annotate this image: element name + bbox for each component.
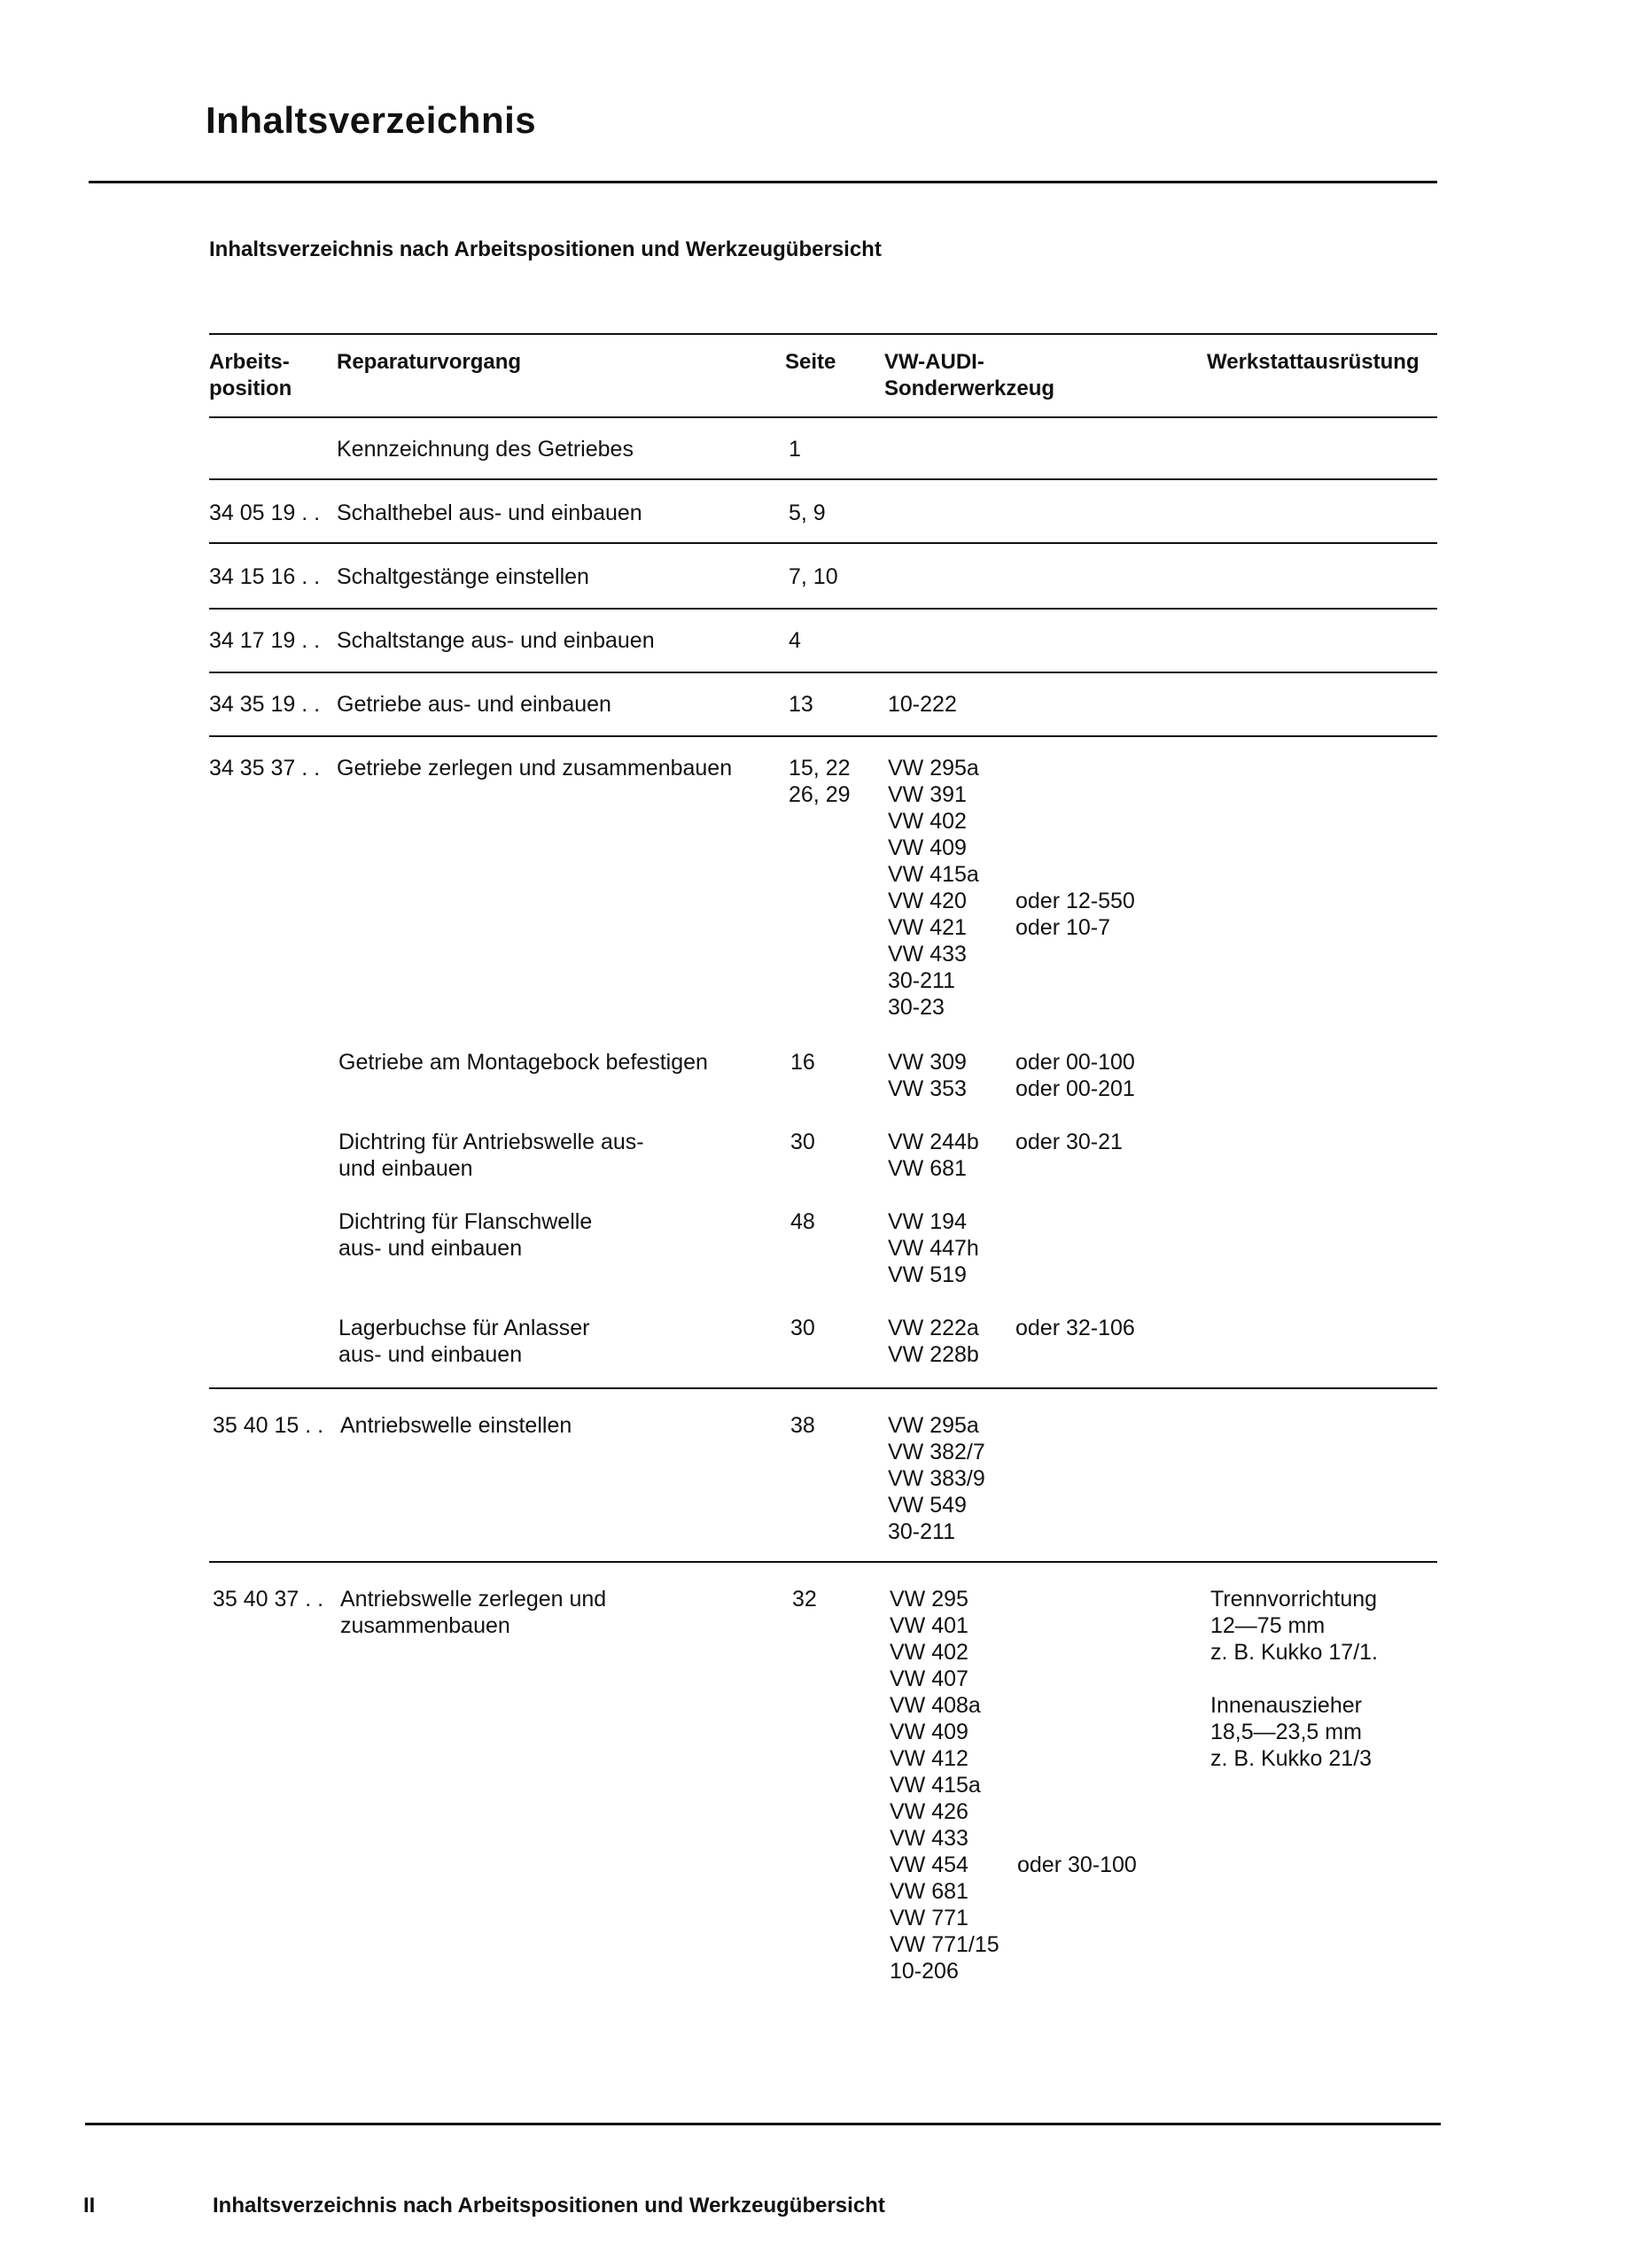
- row-position: 35 40 15 . .: [213, 1413, 324, 1438]
- row-page: 13: [789, 692, 813, 717]
- row-rule: [209, 542, 1437, 544]
- row-text: Getriebe zerlegen und zusammenbauen: [337, 756, 733, 781]
- row-text: Getriebe am Montagebock befestigen: [338, 1050, 708, 1075]
- row-page: 5, 9: [789, 501, 826, 525]
- row-alternative: oder 32-106: [1015, 1316, 1135, 1340]
- row-pages: 15, 22 26, 29: [789, 756, 851, 807]
- row-tools: VW 194 VW 447h VW 519: [888, 1209, 979, 1287]
- row-tools: VW 222a VW 228b: [888, 1316, 979, 1367]
- row-page: 4: [789, 628, 801, 653]
- row-text: Getriebe aus- und einbauen: [337, 692, 611, 717]
- row-position: 34 15 16 . .: [209, 564, 321, 589]
- row-rule: [209, 478, 1437, 480]
- subtitle: Inhaltsverzeichnis nach Arbeitspositionen und Werkzeugübersicht: [209, 237, 882, 261]
- row-text: Antriebswelle einstellen: [340, 1413, 572, 1438]
- row-position: 34 35 37 . .: [209, 756, 321, 781]
- row-rule: [209, 608, 1437, 610]
- row-page: 30: [790, 1130, 815, 1154]
- row-text: Schaltstange aus- und einbauen: [337, 628, 655, 653]
- row-page: 1: [789, 437, 801, 462]
- footer-page-number: II: [83, 2194, 96, 2218]
- header-bottom-rule: [209, 416, 1437, 418]
- row-page: 48: [790, 1209, 815, 1234]
- row-rule: [209, 672, 1437, 673]
- row-tools: VW 309 VW 353: [888, 1050, 967, 1101]
- row-tool: 10-222: [888, 692, 957, 717]
- page-title: Inhaltsverzeichnis: [206, 99, 537, 141]
- row-rule: [209, 735, 1437, 737]
- header-arbeitsposition: Arbeits- position: [209, 350, 292, 400]
- row-text: Antriebswelle zerlegen und zusammenbauen: [340, 1587, 607, 1638]
- header-sonderwerkzeug: VW-AUDI- Sonderwerkzeug: [884, 350, 1055, 400]
- row-alternative: oder 30-100: [1017, 1852, 1137, 1877]
- row-text: Schaltgestänge einstellen: [337, 564, 589, 589]
- row-rule: [209, 1561, 1437, 1563]
- row-position: 35 40 37 . .: [213, 1587, 324, 1612]
- header-reparaturvorgang: Reparaturvorgang: [337, 350, 522, 374]
- row-page: 16: [790, 1050, 815, 1075]
- row-tools: VW 295 VW 401 VW 402 VW 407 VW 408a VW 409 VW 412 VW 415a VW 426 VW 433 VW 454 VW 681 VW 771 VW 771/15 10-206: [890, 1587, 1000, 1984]
- row-tools: VW 295a VW 382/7 VW 383/9 VW 549 30-211: [888, 1413, 985, 1544]
- row-page: 30: [790, 1316, 815, 1340]
- row-position: 34 05 19 . .: [209, 501, 321, 525]
- row-page: 38: [790, 1413, 815, 1438]
- row-position: 34 17 19 . .: [209, 628, 321, 653]
- row-text: Schalthebel aus- und einbauen: [337, 501, 642, 525]
- row-alternative: oder 30-21: [1015, 1130, 1123, 1154]
- row-text: Kennzeichnung des Getriebes: [337, 437, 634, 462]
- title-rule: [89, 181, 1437, 183]
- row-text: Lagerbuchse für Anlasser aus- und einbauen: [338, 1316, 590, 1367]
- row-tools: VW 295a VW 391 VW 402 VW 409 VW 415a VW 420 VW 421 VW 433 30-211 30-23: [888, 756, 979, 1020]
- row-equipment: Trennvorrichtung 12—75 mm z. B. Kukko 17/1. Innenauszieher 18,5—23,5 mm z. B. Kukko 21/3: [1210, 1587, 1378, 1771]
- row-alternatives: oder 00-100 oder 00-201: [1015, 1050, 1135, 1101]
- row-text: Dichtring für Flanschwelle aus- und einbauen: [338, 1209, 593, 1261]
- row-alternatives: oder 12-550 oder 10-7: [1015, 889, 1135, 940]
- footer-rule: [85, 2123, 1441, 2125]
- header-werkstattausruestung: Werkstattausrüstung: [1207, 350, 1420, 374]
- footer-text: Inhaltsverzeichnis nach Arbeitspositionen und Werkzeugübersicht: [213, 2194, 885, 2218]
- row-text: Dichtring für Antriebswelle aus- und einbauen: [338, 1130, 644, 1181]
- row-tools: VW 244b VW 681: [888, 1130, 979, 1181]
- row-position: 34 35 19 . .: [209, 692, 321, 717]
- row-page: 7, 10: [789, 564, 838, 589]
- row-page: 32: [792, 1587, 817, 1612]
- header-top-rule: [209, 333, 1437, 335]
- row-rule: [209, 1387, 1437, 1389]
- header-seite: Seite: [785, 350, 836, 374]
